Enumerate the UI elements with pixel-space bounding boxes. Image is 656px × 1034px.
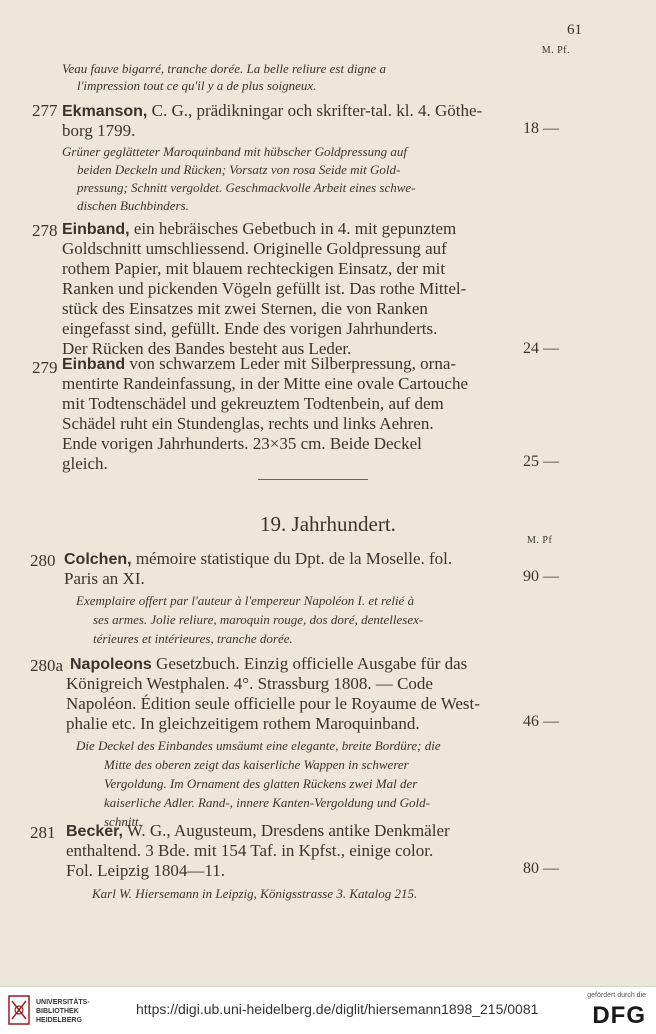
entry-number: 278 bbox=[32, 221, 58, 240]
entry-italic-line: Die Deckel des Einbandes umsäumt eine elegante, breite Bordüre; die bbox=[76, 738, 441, 753]
entry-title: Becker, bbox=[66, 823, 123, 840]
entry-italic-line: beiden Deckeln und Rücken; Vorsatz von rosa Seide mit Gold- bbox=[77, 162, 401, 177]
entry-text: rothem Papier, mit blauem rechteckigen Einsatz, der mit bbox=[62, 259, 446, 278]
entry-number: 281 bbox=[30, 823, 56, 842]
entry-text: Gesetzbuch. Einzig officielle Ausgabe für das bbox=[151, 654, 468, 673]
entry-text: mit Todtenschädel und gekreuztem Todtenbein, auf dem bbox=[62, 394, 444, 413]
entry-title: Napoleons bbox=[70, 656, 152, 673]
entry-text: phalie etc. In gleichzeitigem rothem Maroquinband. bbox=[66, 714, 420, 733]
entry-italic-line: dischen Buchbinders. bbox=[77, 198, 189, 213]
entry-italic-line: Exemplaire offert par l'auteur à l'empereur Napoléon I. et relié à bbox=[76, 593, 415, 608]
entry-text: Der Rücken des Bandes besteht aus Leder. bbox=[62, 339, 352, 358]
entry-title: Einband bbox=[62, 356, 126, 373]
section-divider bbox=[258, 479, 368, 480]
entry-text: von schwarzem Leder mit Silberpressung, orna- bbox=[125, 354, 457, 373]
entry-text: stück des Einsatzes mit zwei Sternen, die von Ranken bbox=[62, 299, 428, 318]
entry-text: Ende vorigen Jahrhunderts. 23×35 cm. Beide Deckel bbox=[62, 434, 422, 453]
entry-italic-line: kaiserliche Adler. Rand-, innere Kanten-Vergoldung und Gold- bbox=[104, 795, 430, 810]
entry-text: Goldschnitt umschliessend. Originelle Goldpressung auf bbox=[62, 239, 447, 258]
catalog-footer: Karl W. Hiersemann in Leipzig, Königsstrasse 3. Katalog 215. bbox=[92, 886, 418, 901]
entry-text: Napoléon. Édition seule officielle pour le Royaume de West- bbox=[66, 694, 480, 713]
currency-header: M. Pf bbox=[527, 535, 553, 546]
entry-text: W. G., Augusteum, Dresdens antike Denkmäler bbox=[122, 821, 450, 840]
dfg-logo: DFG bbox=[592, 1002, 646, 1029]
entry-text: Schädel ruht ein Stundenglas, rechts und links Aehren. bbox=[62, 414, 434, 433]
library-name bbox=[36, 998, 90, 1025]
entry-number: 277 bbox=[32, 101, 58, 120]
entry-price: 25 — bbox=[523, 453, 559, 470]
entry-price: 24 — bbox=[523, 340, 559, 357]
entry-title: Einband, bbox=[62, 221, 130, 238]
entry-number: 280a bbox=[30, 656, 64, 675]
entry-text: gleich. bbox=[62, 454, 108, 473]
entry-text: Paris an XI. bbox=[64, 569, 145, 588]
page-number: 61 bbox=[567, 22, 582, 38]
entry-title: Ekmanson, bbox=[62, 103, 148, 120]
intro-line: l'impression tout ce qu'il y a de plus soigneux. bbox=[77, 78, 317, 93]
entry-text: Fol. Leipzig 1804—11. bbox=[66, 861, 225, 880]
entry-text: mémoire statistique du Dpt. de la Moselle. fol. bbox=[131, 549, 453, 568]
permalink-url[interactable]: https://digi.ub.uni-heidelberg.de/diglit/hiersemann1898_215/0081 bbox=[136, 1001, 539, 1017]
entry-price: 90 — bbox=[523, 568, 559, 585]
entry-italic-line: Grüner geglätteter Maroquinband mit hübscher Goldpressung auf bbox=[62, 144, 407, 159]
entry-text: Ranken und pickenden Vögeln gefüllt ist. Das rothe Mittel- bbox=[62, 279, 467, 298]
entry-price: 18 — bbox=[523, 120, 559, 137]
section-title: 19. Jahrhundert. bbox=[260, 512, 396, 536]
entry-text: eingefasst sind, gefüllt. Ende des vorigen Jahrhunderts. bbox=[62, 319, 438, 338]
entry-text: ein hebräisches Gebetbuch in 4. mit gepunztem bbox=[129, 219, 457, 238]
entry-text: Königreich Westphalen. 4°. Strassburg 1808. — Code bbox=[66, 674, 433, 693]
entry-price: 46 — bbox=[523, 713, 559, 730]
library-name-line: HEIDELBERG bbox=[36, 1017, 82, 1024]
currency-header: M. Pf. bbox=[541, 45, 570, 56]
entry-italic-line: térieures et intérieures, tranche dorée. bbox=[93, 631, 293, 646]
university-seal-icon bbox=[8, 995, 30, 1025]
funded-by-label: gefördert durch die bbox=[587, 992, 646, 999]
entry-text: C. G., prädikningar och skrifter-tal. kl. 4. Göthe- bbox=[147, 101, 483, 120]
entry-price: 80 — bbox=[523, 860, 559, 877]
entry-italic-line: Mitte des oberen zeigt das kaiserliche Wappen in schwerer bbox=[104, 757, 409, 772]
entry-italic-line: ses armes. Jolie reliure, maroquin rouge, dos doré, dentellesex- bbox=[93, 612, 424, 627]
entry-italic-line: pressung; Schnitt vergoldet. Geschmackvolle Arbeit eines schwe- bbox=[77, 180, 416, 195]
entry-number: 279 bbox=[32, 358, 58, 377]
library-name-line: BIBLIOTHEK bbox=[36, 1008, 79, 1015]
entry-text: borg 1799. bbox=[62, 121, 136, 140]
entry-title: Colchen, bbox=[64, 551, 132, 568]
viewer-bottom-bar bbox=[0, 986, 656, 1034]
entry-text: mentirte Randeinfassung, in der Mitte eine ovale Cartouche bbox=[62, 374, 468, 393]
entry-italic-line: Vergoldung. Im Ornament des glatten Rückens zwei Mal der bbox=[104, 776, 418, 791]
entry-italic-line: schnitt. bbox=[104, 814, 142, 829]
library-name-line: UNIVERSITÄTS- bbox=[36, 999, 90, 1006]
entry-text: enthaltend. 3 Bde. mit 154 Taf. in Kpfst., einige color. bbox=[66, 841, 434, 860]
intro-line: Veau fauve bigarré, tranche dorée. La belle reliure est digne a bbox=[62, 61, 386, 76]
entry-number: 280 bbox=[30, 551, 56, 570]
